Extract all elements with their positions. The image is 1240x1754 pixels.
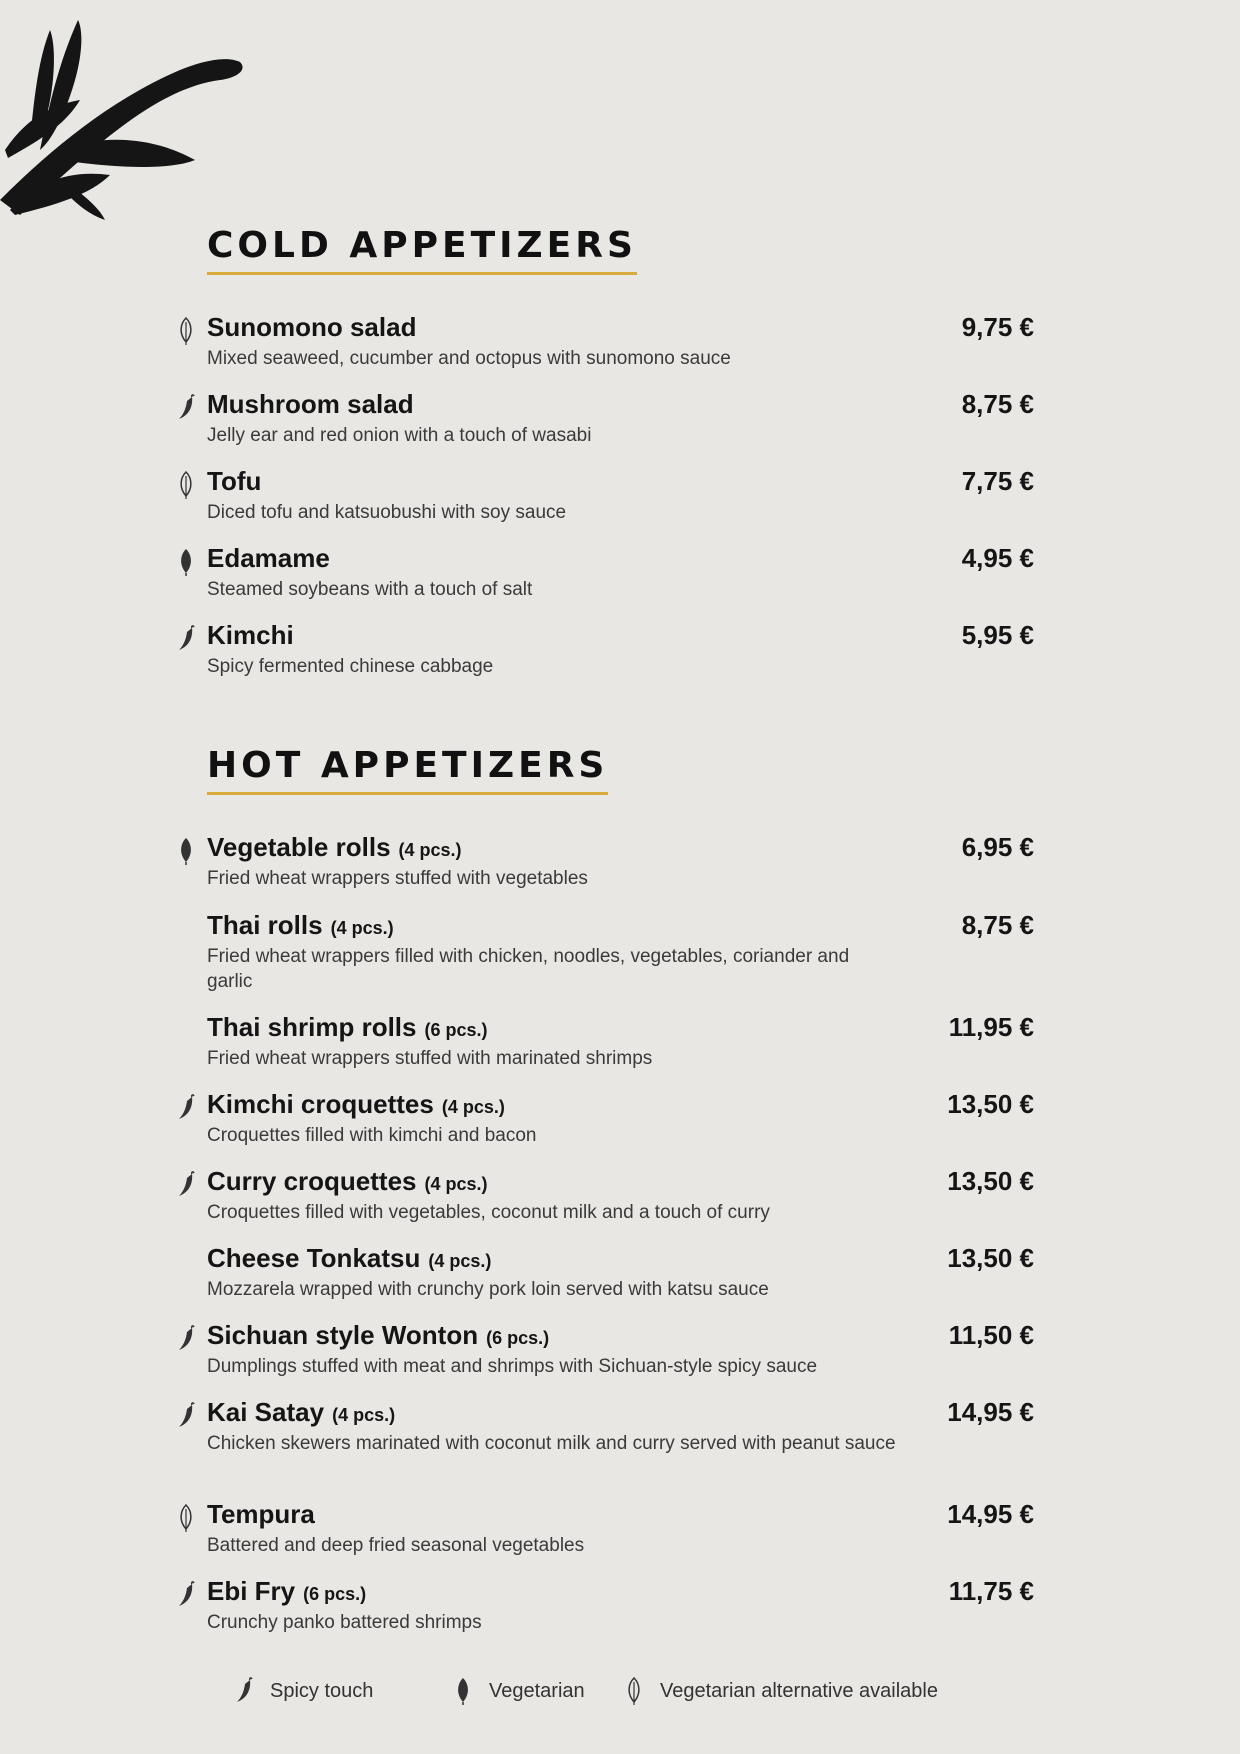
item-quantity: (4 pcs.) <box>441 1097 505 1117</box>
spicy-icon <box>174 1170 198 1200</box>
item-name <box>207 1320 549 1351</box>
item-name-text: Kimchi <box>207 620 294 650</box>
item-description: Diced tofu and katsuobushi with soy sauce <box>207 502 567 523</box>
item-price: 6,95 € <box>961 832 1034 862</box>
item-price: 8,75 € <box>961 389 1034 419</box>
item-quantity: (6 pcs.) <box>424 1020 488 1040</box>
item-description: Mixed seaweed, cucumber and octopus with sunomono sauce <box>207 348 731 369</box>
item-name-text: Sunomono salad <box>207 312 417 342</box>
item-description: Croquettes filled with kimchi and bacon <box>207 1125 537 1146</box>
vegetarian-icon <box>451 1676 475 1706</box>
item-price: 13,50 € <box>947 1166 1034 1196</box>
item-name-text: Edamame <box>207 543 330 573</box>
spicy-icon <box>174 1324 198 1354</box>
item-name-text: Thai rolls <box>207 910 323 940</box>
spicy-icon <box>232 1676 256 1706</box>
item-name <box>207 620 294 651</box>
item-name-text: Tempura <box>207 1499 315 1529</box>
veg-alt-icon <box>174 1503 198 1533</box>
item-name-text: Mushroom salad <box>207 389 414 419</box>
item-quantity: (4 pcs.) <box>428 1251 492 1271</box>
item-description: Mozzarela wrapped with crunchy pork loin served with katsu sauce <box>207 1279 769 1300</box>
item-name <box>207 312 416 343</box>
item-name <box>207 1243 491 1274</box>
item-name <box>207 832 462 863</box>
item-name-text: Kai Satay <box>207 1397 325 1427</box>
item-quantity: (4 pcs.) <box>330 918 394 938</box>
item-description: Steamed soybeans with a touch of salt <box>207 579 533 600</box>
item-name <box>207 1089 505 1120</box>
leaf-decoration-icon <box>0 0 260 250</box>
item-quantity: (6 pcs.) <box>303 1584 367 1604</box>
item-price: 9,75 € <box>961 312 1034 342</box>
item-price: 11,75 € <box>948 1576 1034 1606</box>
item-price: 13,50 € <box>947 1089 1034 1119</box>
item-name-text: Ebi Fry <box>207 1576 296 1606</box>
item-name <box>207 1166 488 1197</box>
item-price: 4,95 € <box>961 543 1034 573</box>
item-description: Battered and deep fried seasonal vegetables <box>207 1535 585 1556</box>
item-price: 8,75 € <box>961 910 1034 940</box>
item-name <box>207 1576 366 1607</box>
item-name-text: Sichuan style Wonton <box>207 1320 479 1350</box>
item-name-text: Cheese Tonkatsu <box>207 1243 421 1273</box>
vegetarian-icon <box>174 836 198 866</box>
veg-alt-icon <box>174 316 198 346</box>
section-title: COLD APPETIZERS <box>207 228 637 275</box>
item-price: 11,50 € <box>948 1320 1034 1350</box>
item-description: Croquettes filled with vegetables, coconut milk and a touch of curry <box>207 1202 770 1223</box>
spicy-icon <box>174 624 198 654</box>
item-name <box>207 543 330 574</box>
legend <box>0 1676 1240 1716</box>
item-price: 5,95 € <box>961 620 1034 650</box>
item-quantity: (6 pcs.) <box>486 1328 550 1348</box>
spicy-icon <box>174 1093 198 1123</box>
item-quantity: (4 pcs.) <box>332 1405 396 1425</box>
veg-alt-icon <box>174 470 198 500</box>
item-description: Spicy fermented chinese cabbage <box>207 656 494 677</box>
section-title: HOT APPETIZERS <box>207 748 608 795</box>
item-name-text: Thai shrimp rolls <box>207 1012 417 1042</box>
spicy-icon <box>174 1580 198 1610</box>
item-name <box>207 910 394 941</box>
spicy-icon <box>174 393 198 423</box>
spicy-icon <box>174 1401 198 1431</box>
item-name <box>207 466 261 497</box>
vegetarian-icon <box>174 547 198 577</box>
legend-vegetarian: Vegetarian <box>451 1676 585 1706</box>
item-description: Crunchy panko battered shrimps <box>207 1612 482 1633</box>
item-name <box>207 1012 488 1043</box>
item-price: 14,95 € <box>947 1397 1034 1427</box>
item-description: Fried wheat wrappers filled with chicken, noodles, vegetables, coriander and garlic <box>207 946 850 992</box>
item-description: Fried wheat wrappers stuffed with vegetables <box>207 868 588 889</box>
item-price: 11,95 € <box>948 1012 1034 1042</box>
item-name <box>207 389 414 420</box>
item-name <box>207 1397 395 1428</box>
item-name-text: Curry croquettes <box>207 1166 417 1196</box>
item-quantity: (4 pcs.) <box>424 1174 488 1194</box>
item-price: 7,75 € <box>961 466 1034 496</box>
item-price: 14,95 € <box>947 1499 1034 1529</box>
item-price: 13,50 € <box>947 1243 1034 1273</box>
item-name-text: Tofu <box>207 466 262 496</box>
legend-veg-alt: Vegetarian alternative available <box>622 1676 938 1706</box>
item-name <box>207 1499 315 1530</box>
item-name-text: Vegetable rolls <box>207 832 391 862</box>
veg-alt-icon <box>622 1676 646 1706</box>
item-description: Dumplings stuffed with meat and shrimps with Sichuan-style spicy sauce <box>207 1356 818 1377</box>
item-description: Fried wheat wrappers stuffed with marinated shrimps <box>207 1048 653 1069</box>
item-name-text: Kimchi croquettes <box>207 1089 434 1119</box>
item-description: Chicken skewers marinated with coconut milk and curry served with peanut sauce <box>207 1433 896 1454</box>
item-description: Jelly ear and red onion with a touch of wasabi <box>207 425 592 446</box>
item-quantity: (4 pcs.) <box>398 840 462 860</box>
legend-spicy: Spicy touch <box>232 1676 373 1706</box>
